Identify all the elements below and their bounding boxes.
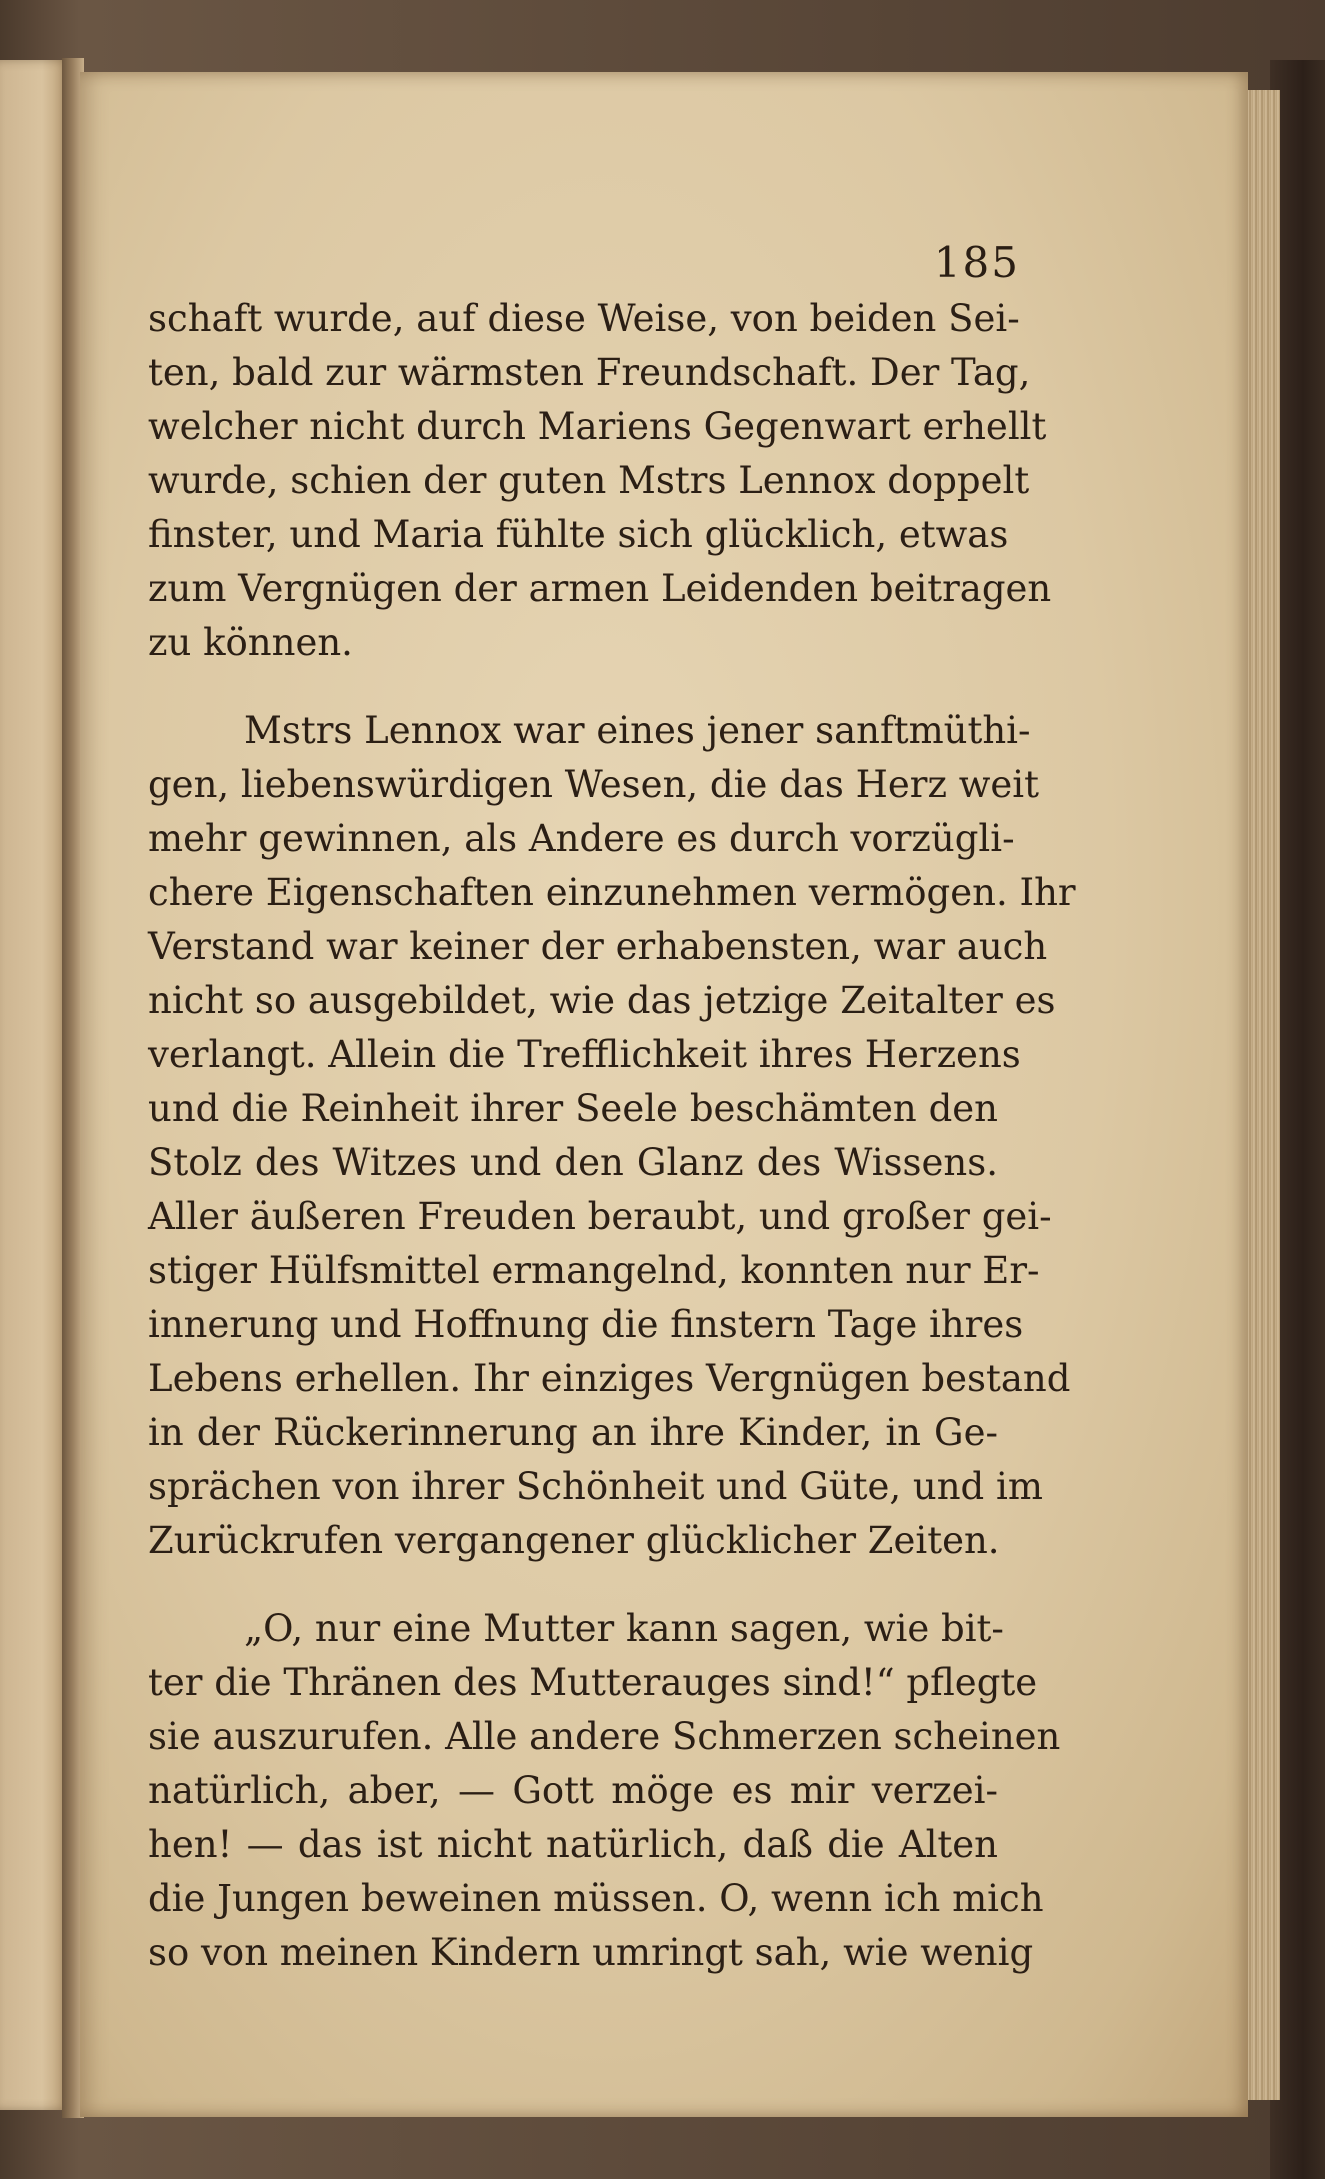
- text-line: stiger Hülfsmittel ermangelnd, konnten nur Er-: [148, 1249, 1040, 1292]
- text-line: zum Vergnügen der armen Leidenden beitragen: [148, 567, 1052, 610]
- text-line: ten, bald zur wärmsten Freundschaft. Der Tag,: [148, 351, 1031, 394]
- paragraph-3: [148, 1602, 1061, 1980]
- text-line: sprächen von ihrer Schönheit und Güte, und im: [148, 1465, 1043, 1508]
- text-line: Zurückrufen vergangener glücklicher Zeiten.: [148, 1519, 1000, 1562]
- facing-page-edge: [0, 60, 70, 2110]
- text-line: hen! — das ist nicht natürlich, daß die Alten: [148, 1823, 998, 1866]
- text-line: Verstand war keiner der erhabensten, war auch: [148, 925, 1048, 968]
- text-line: Aller äußeren Freuden beraubt, und großer gei-: [148, 1195, 1052, 1238]
- text-line: und die Reinheit ihrer Seele beschämten den: [148, 1087, 998, 1130]
- page-number: 185: [933, 238, 1020, 287]
- text-line: nicht so ausgebildet, wie das jetzige Zeitalter es: [148, 979, 1056, 1022]
- text-line: innerung und Hoffnung die finstern Tage ihres: [148, 1303, 1024, 1346]
- text-line: Lebens erhellen. Ihr einziges Vergnügen bestand: [148, 1357, 1071, 1400]
- text-line: natürlich, aber, — Gott möge es mir verzei-: [148, 1769, 998, 1812]
- text-line: die Jungen beweinen müssen. O, wenn ich mich: [148, 1877, 1044, 1920]
- text-line: verlangt. Allein die Trefflichkeit ihres Herzens: [148, 1033, 1021, 1076]
- text-line: so von meinen Kindern umringt sah, wie wenig: [148, 1931, 1034, 1974]
- text-line: wurde, schien der guten Mstrs Lennox doppelt: [148, 459, 1030, 502]
- text-line: mehr gewinnen, als Andere es durch vorzügli-: [148, 817, 1015, 860]
- paragraph-1: [148, 292, 1052, 670]
- text-line: ter die Thränen des Mutterauges sind!“ pflegte: [148, 1661, 1038, 1704]
- text-line: „O, nur eine Mutter kann sagen, wie bit-: [244, 1607, 1004, 1650]
- text-line: finster, und Maria fühlte sich glücklich, etwas: [148, 513, 1009, 556]
- text-line: welcher nicht durch Mariens Gegenwart erhellt: [148, 405, 1047, 448]
- text-line: zu können.: [148, 621, 353, 664]
- text-line: schaft wurde, auf diese Weise, von beiden Sei-: [148, 297, 1020, 340]
- paragraph-2: [148, 704, 1076, 1568]
- text-line: in der Rückerinnerung an ihre Kinder, in Ge-: [148, 1411, 998, 1454]
- text-line: chere Eigenschaften einzunehmen vermögen. Ihr: [148, 871, 1076, 914]
- page-text: [148, 292, 1076, 1980]
- text-line: sie auszurufen. Alle andere Schmerzen scheinen: [148, 1715, 1061, 1758]
- text-line: Mstrs Lennox war eines jener sanftmüthi-: [244, 709, 1031, 752]
- text-line: gen, liebenswürdigen Wesen, die das Herz weit: [148, 763, 1039, 806]
- text-line: Stolz des Witzes und den Glanz des Wissens.: [148, 1141, 998, 1184]
